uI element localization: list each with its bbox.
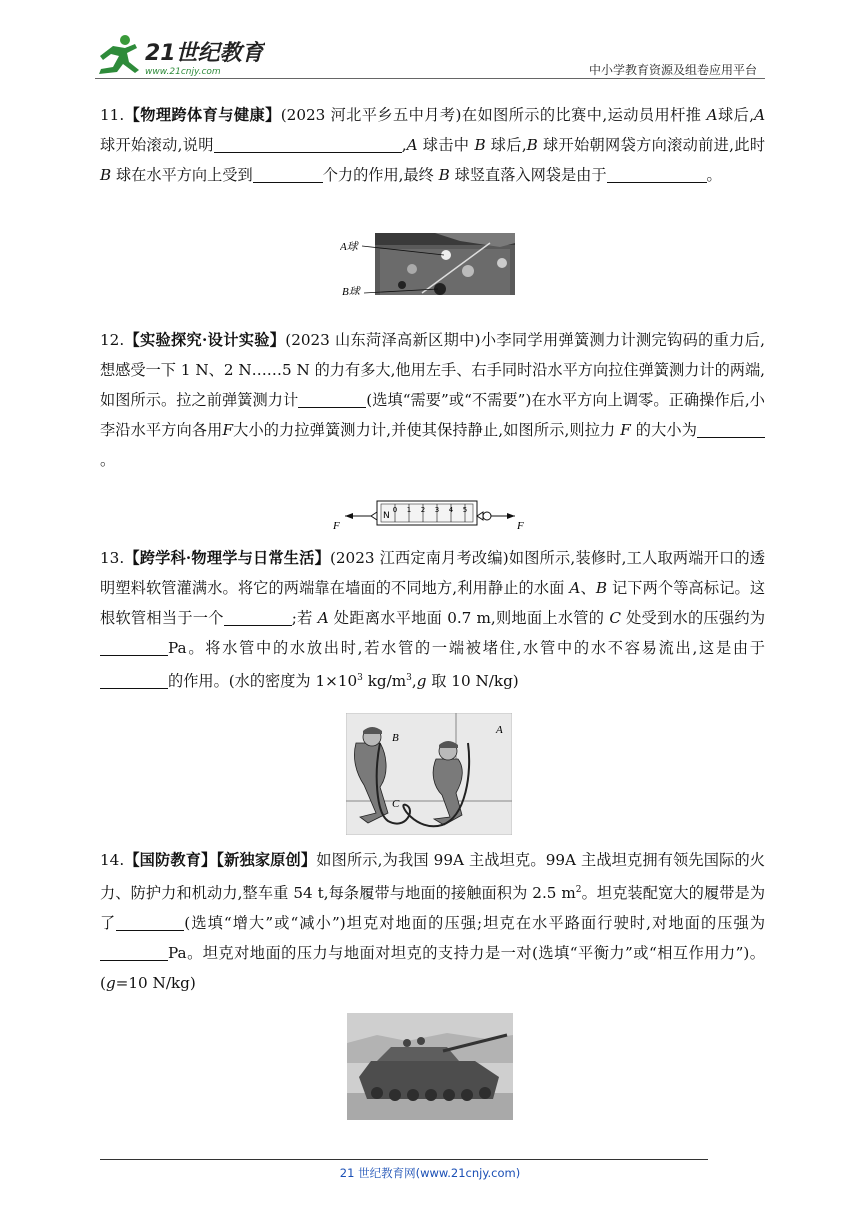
answer-blank[interactable]	[100, 944, 168, 961]
answer-blank[interactable]	[214, 136, 402, 153]
question-number: 14.	[100, 851, 125, 869]
question-11: 11.【物理跨体育与健康】(2023 河北平乡五中月考)在如图所示的比赛中,运动员用杆推 A球后,A 球开始滚动,说明 ,A 球击中 B 球后,B 球开始朝网袋方向滚动前进,此时 B 球在水平方向上受到 个力的作用,最终 B 球竖直落入网袋是由于 。	[100, 106, 766, 184]
logo-main: 21世纪教育	[145, 41, 264, 66]
tank-figure	[347, 1013, 513, 1120]
svg-text:4: 4	[448, 506, 454, 514]
billiards-figure	[340, 233, 515, 295]
footer-divider	[100, 1159, 708, 1160]
answer-blank[interactable]	[100, 639, 168, 656]
answer-blank[interactable]	[253, 166, 323, 183]
question-number: 11.	[100, 106, 125, 124]
question-12: 12.【实验探究·设计实验】(2023 山东菏泽高新区期中)小李同学用弹簧测力计测完钩码的重力后,想感受一下 1 N、2 N……5 N 的力有多大,他用左手、右手同时沿水平方向拉住弹簧测力计的两端,如图所示。拉之前弹簧测力计 (选填“需要”或“不需要”)在水平方向上调零。正确操作后,小李沿水平方向各用F大小的力拉弹簧测力计,并使其保持静止,如图所示,则拉力 F 的大小为。	[100, 331, 765, 469]
page-header	[95, 28, 765, 80]
question-14: 14.【国防教育】【新独家原创】如图所示,为我国 99A 主战坦克。99A 主战坦克拥有领先国际的火力、防护力和机动力,整车重 54 t,每条履带与地面的接触面积为 2.5 $m^2$。坦克装配宽大的履带是为了 (选填“增大”或“减小”)坦克对地面的压强;坦克在水平路面行驶时,对地面的压强为Pa。坦克对地面的压力与地面对坦克的支持力是一对(选填“平衡力”或“相互作用力”)。(g=10 N/kg)	[100, 851, 766, 993]
spring-scale-figure	[333, 496, 528, 531]
question-tag: 【实验探究·设计实验】	[124, 331, 286, 349]
svg-text:3: 3	[434, 506, 440, 514]
logo	[95, 32, 265, 78]
question-source: (2023 山东菏泽高新区期中)	[285, 331, 481, 349]
question-tag: 【跨学科·物理学与日常生活】	[124, 549, 330, 567]
header-divider	[95, 78, 765, 79]
question-source: (2023 河北平乡五中月考)	[280, 106, 462, 124]
question-number: 13.	[100, 549, 125, 567]
label-b: B	[392, 732, 399, 744]
label-a-ball: A球	[340, 241, 358, 253]
label-f-right: F	[517, 520, 524, 531]
answer-blank[interactable]	[116, 914, 184, 931]
label-b-ball: B球	[342, 286, 360, 295]
svg-text:0: 0	[392, 506, 398, 514]
answer-blank[interactable]	[607, 166, 707, 183]
label-c: C	[392, 798, 400, 810]
question-number: 12.	[100, 331, 125, 349]
answer-blank[interactable]	[224, 609, 292, 626]
question-source: (2023 江西定南月考改编)	[329, 549, 509, 567]
scale-unit: N	[383, 511, 390, 521]
svg-text:1: 1	[406, 506, 412, 514]
question-tag: 【物理跨体育与健康】	[124, 106, 281, 124]
answer-blank[interactable]	[697, 421, 765, 438]
question-tag: 【国防教育】【新独家原创】	[124, 851, 317, 869]
question-13: 13.【跨学科·物理学与日常生活】(2023 江西定南月考改编)如图所示,装修时,工人取两端开口的透明塑料软管灌满水。将它的两端靠在墙面的不同地方,利用静止的水面 A、B 记下两个等高标记。这根软管相当于一个 ;若 A 处距离水平地面 0.7 m,则地面上水管的 C 处受到水的压强约为Pa。将水管中的水放出时,若水管的一端被堵住,水管中的水不容易流出,这是由于的作用。(水的密度为 $1\times 10^3$ $kg/m^3,g$ 取 10 N/kg)	[100, 549, 766, 691]
logo-sub: www.21cnjy.com	[145, 67, 221, 77]
label-f-left: F	[333, 520, 340, 531]
hose-level-figure	[346, 713, 512, 835]
svg-text:2: 2	[420, 506, 426, 514]
footer-text: 21 世纪教育网(www.21cnjy.com)	[339, 1166, 521, 1180]
platform-name: 中小学教育资源及组卷应用平台	[588, 63, 757, 77]
runner-icon	[99, 35, 139, 74]
answer-blank[interactable]	[298, 391, 366, 408]
svg-text:5: 5	[462, 506, 468, 514]
answer-blank[interactable]	[100, 672, 168, 689]
label-a: A	[496, 724, 503, 736]
